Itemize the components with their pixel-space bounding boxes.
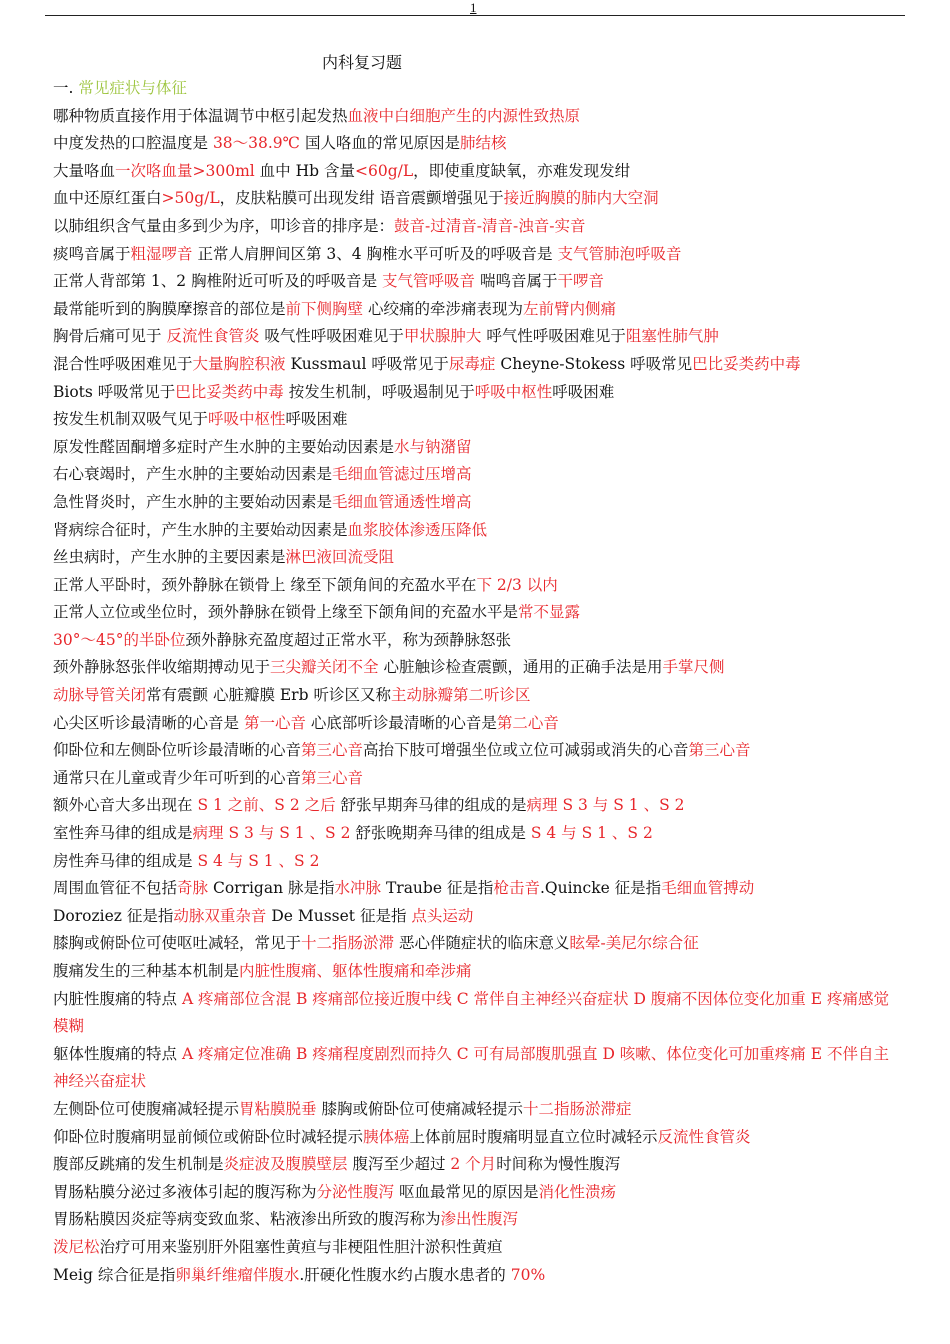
answer-text: 常不显露 [518, 603, 581, 622]
answer-text: 十二指肠淤滞 [301, 934, 395, 953]
question-line [53, 130, 898, 158]
answer-text: 毛细血管搏动 [661, 879, 755, 898]
question-line [53, 903, 898, 931]
question-text: 丝虫病时，产生水肿的主要因素是 [53, 548, 286, 567]
document-body [53, 75, 898, 1289]
question-text: 血中还原红蛋白 [53, 189, 162, 208]
question-line [53, 737, 898, 765]
question-text: 呼吸困难 [285, 410, 348, 429]
answer-text: 水冲脉 [334, 879, 382, 898]
question-text: 原发性醛固酮增多症时产生水肿的主要始动因素是 [53, 437, 395, 456]
question-text: 大量咯血 [53, 161, 116, 180]
answer-text: 第三心音 [301, 741, 364, 760]
question-line [53, 1041, 898, 1096]
question-text: 时间称为慢性腹泻 [496, 1155, 621, 1174]
question-line [53, 820, 898, 848]
question-text: 吸气性呼吸困难见于 [259, 327, 404, 346]
question-text: 呕血最常见的原因是 [394, 1182, 539, 1201]
answer-text: 尿毒症 [448, 354, 496, 373]
answer-text: 干啰音 [557, 272, 604, 291]
answer-text: 一次咯血量>300ml [115, 161, 255, 180]
answer-text: 第二心音 [496, 713, 559, 732]
question-line [53, 682, 898, 710]
page-number: 1 [470, 0, 477, 15]
question-text: Biots 呼吸常见于 [53, 382, 176, 401]
question-line [53, 268, 898, 296]
answer-text: 第一心音 [243, 713, 306, 732]
question-text: 国人咯血的常见原因是 [300, 134, 460, 153]
answer-text: 呼吸中枢性 [208, 410, 286, 429]
question-text: 哪种物质直接作用于体温调节中枢引起发热 [53, 106, 348, 125]
answer-text: 血液中白细胞产生的内源性致热原 [347, 106, 581, 125]
document-title: 内科复习题 [322, 53, 403, 72]
answer-text: 巴比妥类药中毒 [692, 354, 801, 373]
question-text: 腹痛发生的三种基本机制是 [53, 962, 240, 980]
answer-text: 反流性食管炎 [166, 327, 260, 346]
question-line [53, 930, 898, 958]
answer-text: 支气管呼吸音 [382, 272, 476, 291]
question-text: 膝胸或俯卧位可使呕吐减轻，常见于 [53, 934, 302, 953]
question-line [53, 323, 898, 351]
question-text: Meig 综合征是指 [53, 1265, 176, 1284]
question-line [53, 241, 898, 269]
answer-text: 泼尼松 [53, 1237, 100, 1256]
answer-text: 动脉双重杂音 [173, 906, 267, 925]
answer-text: 左前臂内侧痛 [522, 299, 616, 318]
answer-text: 阻塞性肺气肿 [625, 327, 719, 346]
question-line [53, 792, 898, 820]
answer-text: 反流性食管炎 [657, 1127, 751, 1146]
answer-text: 胃粘膜脱垂 [239, 1099, 317, 1118]
question-text: 左侧卧位可使腹痛减轻提示 [53, 1099, 240, 1118]
question-text: 常有震颤 心脏瓣膜 Erb 听诊区又称 [146, 686, 391, 705]
answer-text: 肺结核 [459, 134, 507, 153]
answer-text: 炎症波及腹膜壁层 [223, 1155, 348, 1174]
question-line [53, 434, 898, 462]
question-text: 舒张早期奔马律的组成的是 [335, 796, 527, 815]
question-text: 心尖区听诊最清晰的心音是 [53, 713, 244, 732]
question-line [53, 875, 898, 903]
question-line [53, 599, 898, 627]
question-text: 仰卧位时腹痛明显前倾位或俯卧位时减轻提示 [53, 1127, 364, 1146]
answer-text: 消化性溃疡 [538, 1182, 616, 1201]
question-line [53, 1206, 898, 1234]
answer-text: 点头运动 [411, 906, 474, 925]
question-line [53, 765, 898, 793]
answer-text: 粗湿啰音 [130, 244, 193, 263]
answer-text: 十二指肠淤滞症 [522, 1099, 632, 1118]
answer-text: S 4 与 S 1 、S 2 [530, 824, 653, 843]
answer-text: 分泌性腹泻 [316, 1182, 395, 1201]
question-text: 血中 Hb 含量 [254, 161, 355, 180]
section-heading [53, 75, 898, 103]
question-text: 周围血管征不包括 [53, 879, 178, 898]
answer-text: 支气管肺泡呼吸音 [557, 244, 682, 263]
question-text: 最常能听到的胸膜摩擦音的部位是 [53, 299, 286, 318]
question-text: 正常人肩胛间区第 3、4 胸椎水平可听及的呼吸音是 [192, 244, 558, 263]
answer-text: 渗出性腹泻 [440, 1210, 519, 1229]
question-line [53, 654, 898, 682]
question-text: 呼吸困难 [552, 382, 615, 401]
question-line [53, 627, 898, 655]
answer-text: 甲状腺肿大 [403, 327, 482, 346]
question-line [53, 158, 898, 186]
answer-text: 病理 S 3 与 S 1 、S 2 [192, 824, 351, 843]
question-text: 正常人背部第 1、2 胸椎附近可听及的呼吸音是 [53, 272, 383, 291]
question-text: 额外心音大多出现在 [53, 796, 198, 815]
answer-text: 鼓音-过清音-清音-浊音-实音 [394, 216, 586, 235]
answer-text: 巴比妥类药中毒 [175, 382, 284, 401]
question-text: 治疗可用来鉴别肝外阻塞性黄疸与非梗阻性胆汁淤积性黄疸 [99, 1237, 503, 1256]
question-text: 心底部听诊最清晰的心音是 [305, 713, 497, 732]
question-text: 躯体性腹痛的特点 [53, 1044, 182, 1063]
question-text: Kussmaul 呼吸常见于 [285, 354, 449, 373]
question-line [53, 185, 898, 213]
question-text: 心脏触诊检查震颤，通用的正确手法是用 [378, 658, 663, 677]
question-line [53, 1179, 898, 1207]
question-text: 舒张晚期奔马律的组成是 [350, 824, 531, 843]
question-text: 内脏性腹痛的特点 [53, 989, 182, 1008]
question-text: Doroziez 征是指 [53, 906, 174, 925]
answer-text: 血浆胶体渗透压降低 [347, 520, 488, 539]
question-text: ，即使重度缺氧，亦难发现发绀 [413, 161, 631, 180]
answer-text: 大量胸腔积液 [192, 354, 286, 373]
answer-text: <60g/L [354, 161, 414, 180]
answer-text: A 疼痛部位含混 B 疼痛部位接近腹中线 C 常伴自主神经兴奋症状 D 腹痛不因体位变化加重 E 疼痛感觉模糊 [53, 989, 889, 1036]
question-line [53, 544, 898, 572]
question-line [53, 461, 898, 489]
question-text: 痰鸣音属于 [53, 244, 131, 263]
answer-text: 内脏性腹痛、躯体性腹痛和牵涉痛 [239, 962, 472, 980]
question-text: 喘鸣音属于 [475, 272, 558, 291]
answer-text: 动脉导管关闭 [53, 686, 147, 705]
question-line [53, 213, 898, 241]
question-text: Corrigan 脉是指 [208, 879, 335, 898]
question-text: 混合性呼吸困难见于 [53, 354, 193, 373]
question-text: 恶心伴随症状的临床意义 [394, 934, 570, 953]
question-list [53, 103, 898, 1290]
question-text: .Quincke 征是指 [539, 879, 662, 898]
question-text: 颈外静脉充盈度超过正常水平，称为颈静脉怒张 [185, 630, 511, 649]
answer-text: 呼吸中枢性 [474, 382, 553, 401]
question-text: 高抬下肢可增强坐位或立位可减弱或消失的心音 [363, 741, 689, 760]
answer-text: 卵巢纤维瘤伴腹水 [175, 1265, 300, 1284]
question-line [53, 517, 898, 545]
question-text: Traube 征是指 [381, 879, 494, 898]
question-line [53, 1124, 898, 1152]
answer-text: 病理 S 3 与 S 1 、S 2 [526, 796, 685, 815]
answer-text: 水与钠潴留 [394, 437, 472, 456]
question-text: 右心衰竭时，产生水肿的主要始动因素是 [53, 465, 333, 484]
answer-text: A 疼痛定位准确 B 疼痛程度剧烈而持久 C 可有局部腹肌强直 D 咳嗽、体位变化可加重疼痛 E 不伴自主神经兴奋症状 [53, 1044, 889, 1091]
question-line [53, 958, 898, 986]
section-number: 一. [53, 79, 74, 97]
answer-text: 前下侧胸壁 [285, 299, 364, 318]
question-line [53, 379, 898, 407]
question-text: Cheyne-Stokess 呼吸常见 [495, 354, 693, 373]
question-text: 急性肾炎时，产生水肿的主要始动因素是 [53, 492, 333, 511]
answer-text: 接近胸膜的肺内大空洞 [503, 189, 659, 208]
question-text: 按发生机制，呼吸遏制见于 [283, 382, 475, 401]
question-text: 正常人立位或坐位时，颈外静脉在锁骨上缘至下颌角间的充盈水平是 [53, 603, 519, 622]
question-text: 通常只在儿童或青少年可听到的心音 [53, 768, 302, 787]
question-line [53, 710, 898, 738]
answer-text: 第三心音 [301, 768, 364, 787]
question-text: 仰卧位和左侧卧位听诊最清晰的心音 [53, 741, 302, 760]
question-text: 以肺组织含气量由多到少为序，叩诊音的排序是： [53, 216, 395, 235]
question-text: De Musset 征是指 [266, 906, 412, 925]
question-text: 上体前屈时腹痛明显直立位时减轻示 [409, 1127, 658, 1146]
question-text: ，皮肤粘膜可出现发绀 语音震颤增强见于 [219, 189, 504, 208]
question-line [53, 848, 898, 876]
question-text: 呼气性呼吸困难见于 [481, 327, 626, 346]
question-line [53, 103, 898, 131]
answer-text: 毛细血管通透性增高 [332, 492, 472, 511]
question-line [53, 296, 898, 324]
answer-text: 三尖瓣关闭不全 [270, 658, 379, 677]
answer-text: 主动脉瓣第二听诊区 [390, 686, 531, 705]
question-line [53, 351, 898, 379]
question-text: 按发生机制双吸气见于 [53, 410, 209, 429]
answer-text: 70% [510, 1265, 546, 1284]
question-text: 房性奔马律的组成是 [53, 851, 198, 870]
answer-text: >50g/L [161, 189, 220, 208]
answer-text: 38～38.9℃ [212, 134, 301, 153]
question-text: 胸骨后痛可见于 [53, 327, 167, 346]
question-text: 室性奔马律的组成是 [53, 824, 193, 843]
question-text: .肝硬化性腹水约占腹水患者的 [299, 1265, 511, 1284]
question-line [53, 406, 898, 434]
question-line [53, 1262, 898, 1290]
answer-text: 第三心音 [688, 741, 751, 760]
answer-text: 奇脉 [177, 879, 209, 898]
question-text: 腹部反跳痛的发生机制是 [53, 1155, 224, 1174]
question-line [53, 1096, 898, 1124]
section-label: 常见症状与体征 [78, 79, 187, 97]
answer-text: S 1 之前、S 2 之后 [197, 796, 336, 815]
answer-text: S 4 与 S 1 、S 2 [197, 851, 320, 870]
question-text: 正常人平卧时，颈外静脉在锁骨上 缘至下颌角间的充盈水平在 [53, 575, 477, 594]
question-line [53, 489, 898, 517]
question-text: 胃肠粘膜因炎症等病变致血浆、粘液渗出所致的腹泻称为 [53, 1210, 441, 1229]
answer-text: 胰体癌 [363, 1127, 410, 1146]
question-text: 颈外静脉怒张伴收缩期搏动见于 [53, 658, 271, 677]
answer-text: 2 个月 [450, 1155, 497, 1174]
question-text: 心绞痛的牵涉痛表现为 [363, 299, 523, 318]
question-line [53, 1151, 898, 1179]
answer-text: 下 2/3 以内 [476, 575, 558, 594]
question-text: 胃肠粘膜分泌过多液体引起的腹泻称为 [53, 1182, 317, 1201]
question-line [53, 572, 898, 600]
answer-text: 30°～45°的半卧位 [53, 630, 186, 649]
question-text: 肾病综合征时，产生水肿的主要始动因素是 [53, 520, 348, 539]
answer-text: 毛细血管滤过压增高 [332, 465, 472, 484]
answer-text: 淋巴液回流受阻 [285, 548, 395, 567]
question-line [53, 1234, 898, 1262]
answer-text: 眩晕-美尼尔综合征 [569, 934, 699, 953]
answer-text: 手掌尺侧 [662, 658, 725, 677]
question-line [53, 986, 898, 1041]
answer-text: 枪击音 [493, 879, 540, 898]
question-text: 中度发热的口腔温度是 [53, 134, 213, 153]
question-text: 膝胸或俯卧位可使痛减轻提示 [316, 1099, 523, 1118]
question-text: 腹泻至少超过 [347, 1155, 451, 1174]
